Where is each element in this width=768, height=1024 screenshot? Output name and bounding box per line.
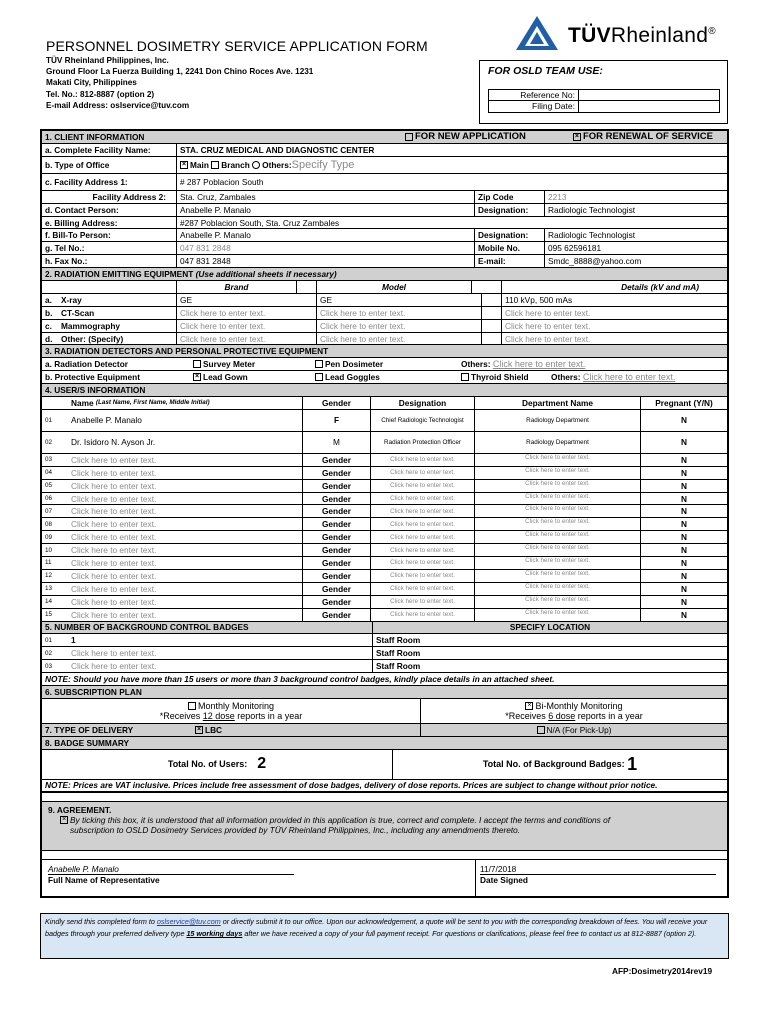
- gender-field[interactable]: Gender: [302, 518, 370, 530]
- pen-dosimeter-label: Pen Dosimeter: [325, 359, 384, 370]
- monthly-suffix: reports in a year: [234, 710, 303, 721]
- table-row: [42, 432, 727, 454]
- section-5-note: NOTE: Should you have more than 15 users or more than 3 background control badges, kindly place details in an attached sheet.: [45, 674, 555, 684]
- designation-field[interactable]: Click here to enter text.: [370, 480, 474, 492]
- designation-field[interactable]: Click here to enter text.: [370, 531, 474, 543]
- section-6-header: [42, 686, 727, 699]
- form-title: PERSONNEL DOSIMETRY SERVICE APPLICATION FORM: [46, 38, 428, 54]
- gender-field[interactable]: Gender: [302, 493, 370, 505]
- row-number: 04: [45, 469, 53, 477]
- user-name-field[interactable]: Click here to enter text.: [71, 532, 157, 543]
- department-field[interactable]: Click here to enter text.: [474, 544, 640, 556]
- facility-address-2-field[interactable]: Sta. Cruz, Zambales: [176, 191, 474, 203]
- osld-team-box: [479, 60, 728, 124]
- main-checkbox[interactable]: ×: [181, 160, 187, 168]
- equipment-name: Other: (Specify): [61, 333, 124, 344]
- section-3-title: 3. RADIATION DETECTORS AND PERSONAL PROTECTIVE EQUIPMENT: [45, 346, 329, 357]
- table-row: [42, 609, 727, 622]
- reference-label: Reference No:: [489, 90, 579, 100]
- user-name-field[interactable]: Click here to enter text.: [71, 557, 157, 568]
- email-label: E-mail:: [474, 255, 544, 267]
- row-number: 01: [45, 636, 53, 644]
- footer-text-1: Kindly send this completed form to: [45, 917, 157, 926]
- monthly-count: 12 dose: [202, 710, 235, 721]
- location-field[interactable]: Staff Room: [372, 634, 727, 646]
- designation-field[interactable]: Click here to enter text.: [370, 557, 474, 569]
- department-field[interactable]: Click here to enter text.: [474, 518, 640, 530]
- row-number: 01: [45, 416, 53, 424]
- name-column-header: Name: [71, 397, 94, 408]
- pregnant-field[interactable]: N: [640, 544, 727, 556]
- section-6-title: 6. SUBSCRIPTION PLAN: [45, 686, 142, 697]
- bimonthly-count: 6 dose: [548, 710, 576, 721]
- section-7-title: 7. TYPE OF DELIVERY: [45, 724, 134, 735]
- total-bg-value[interactable]: 1: [627, 753, 638, 774]
- pregnant-field[interactable]: N: [640, 570, 727, 582]
- renewal-label: FOR RENEWAL OF SERVICE: [582, 131, 713, 143]
- table-row: [42, 557, 727, 570]
- bimonthly-prefix: *Receives: [505, 710, 549, 721]
- footer-text-3: of fees. You will receive your badges through your preferred delivery type: [45, 917, 708, 938]
- department-field[interactable]: Click here to enter text.: [474, 570, 640, 582]
- designation-field[interactable]: Click here to enter text.: [370, 544, 474, 556]
- pregnant-field[interactable]: N: [640, 505, 727, 517]
- facility-name-field[interactable]: STA. CRUZ MEDICAL AND DIAGNOSTIC CENTER: [176, 144, 727, 156]
- department-field[interactable]: Radiology Department: [474, 432, 640, 453]
- company-tel: Tel. No.: 812-8887 (option 2): [46, 89, 155, 99]
- type-of-office-label: b. Type of Office: [45, 159, 110, 170]
- table-row: [42, 493, 727, 506]
- department-field[interactable]: Click here to enter text.: [474, 583, 640, 595]
- equipment-key: b.: [45, 307, 53, 318]
- designation-field[interactable]: Click here to enter text.: [370, 493, 474, 505]
- details-field[interactable]: Click here to enter text.: [501, 320, 727, 332]
- designation-field[interactable]: Click here to enter text.: [370, 454, 474, 466]
- section-5-title: 5. NUMBER OF BACKGROUND CONTROL BADGES: [45, 622, 249, 633]
- facility-address-2-label: Facility Address 2:: [92, 191, 166, 202]
- pregnant-field[interactable]: N: [640, 518, 727, 530]
- bimonthly-checkbox[interactable]: ×: [527, 702, 532, 710]
- row-number: 10: [45, 546, 53, 554]
- department-field[interactable]: Click here to enter text.: [474, 505, 640, 517]
- pickup-label: N/A (For Pick-Up): [546, 724, 612, 735]
- lead-goggles-label: Lead Goggles: [325, 372, 380, 383]
- footer-email-link[interactable]: oslservice@tuv.com: [156, 917, 221, 926]
- table-row: [42, 467, 727, 480]
- contact-person-field[interactable]: Anabelle P. Manalo: [176, 204, 474, 216]
- pregnant-field[interactable]: N: [640, 557, 727, 569]
- billing-address-field[interactable]: #287 Poblacion South, Sta. Cruz Zambales: [176, 217, 727, 229]
- date-signed-field[interactable]: 11/7/2018: [480, 864, 716, 875]
- table-row: [42, 647, 727, 660]
- gender-field[interactable]: Gender: [302, 531, 370, 543]
- pregnant-field[interactable]: N: [640, 454, 727, 466]
- date-signed-label: Date Signed: [480, 874, 528, 885]
- lead-goggles-checkbox[interactable]: [315, 373, 323, 381]
- department-field[interactable]: Radiology Department: [474, 410, 640, 431]
- detector-others-field[interactable]: Click here to enter text.: [492, 359, 586, 370]
- badge-value-field[interactable]: Click here to enter text.: [71, 648, 157, 659]
- gender-field[interactable]: Gender: [302, 480, 370, 492]
- facility-address-1-label: c. Facility Address 1:: [45, 176, 128, 187]
- total-bg-label: Total No. of Background Badges:: [482, 759, 625, 770]
- tuv-logo: [514, 14, 740, 54]
- gender-field[interactable]: Gender: [302, 596, 370, 608]
- bimonthly-label: Bi-Monthly Monitoring: [535, 700, 623, 711]
- row-number: 12: [45, 572, 53, 580]
- lbc-checkbox[interactable]: ×: [196, 725, 202, 733]
- designation-field[interactable]: Click here to enter text.: [370, 505, 474, 517]
- row-number: 11: [45, 559, 52, 567]
- designation-label: Designation:: [474, 204, 544, 216]
- footer-text-2: or directly submit it to our office. Upon our acknowledgement, a quote will be sent to you with the corresponding breakdown: [220, 917, 615, 926]
- background-badge-rows: [42, 634, 727, 673]
- email-field[interactable]: Smdc_8888@yahoo.com: [544, 255, 727, 267]
- department-field[interactable]: Click here to enter text.: [474, 531, 640, 543]
- model-field[interactable]: Click here to enter text.: [316, 320, 481, 332]
- user-name-field[interactable]: Click here to enter text.: [71, 454, 157, 465]
- monthly-label: Monthly Monitoring: [197, 700, 275, 711]
- equipment-name: X-ray: [61, 294, 82, 305]
- table-row: [42, 544, 727, 557]
- designation-field[interactable]: Radiologic Technologist: [544, 204, 727, 216]
- total-users-label: Total No. of Users:: [167, 759, 248, 770]
- company-email: E-mail Address: oslservice@tuv.com: [46, 100, 190, 110]
- tel-field[interactable]: 047 831 2848: [176, 242, 474, 254]
- table-row: [42, 660, 727, 673]
- pen-dosimeter-checkbox[interactable]: [315, 360, 323, 368]
- section-1-title: 1. CLIENT INFORMATION: [45, 131, 145, 142]
- company-address-1: Ground Floor La Fuerza Building 1, 2241 Don Chino Roces Ave. 1231: [46, 67, 314, 77]
- user-name-field[interactable]: Click here to enter text.: [71, 519, 157, 530]
- facility-address-1-field[interactable]: # 287 Poblacion South: [176, 174, 727, 190]
- new-application-checkbox[interactable]: [405, 133, 413, 141]
- monthly-prefix: *Receives: [159, 710, 203, 721]
- brand-field[interactable]: Click here to enter text.: [176, 307, 316, 319]
- footer-note: [40, 913, 729, 959]
- name-column-note: (Last Name, First Name, Middle Initial): [95, 399, 210, 407]
- lead-gown-checkbox[interactable]: ×: [194, 373, 200, 381]
- user-name-field[interactable]: Dr. Isidoro N. Ayson Jr.: [71, 437, 156, 448]
- logo-text: TÜVRheinland®: [568, 24, 716, 47]
- equipment-name: Mammography: [61, 320, 121, 331]
- department-field[interactable]: Click here to enter text.: [474, 467, 640, 479]
- section-4-title: 4. USER/S INFORMATION: [45, 385, 146, 396]
- agreement-text-1: By ticking this box, it is understood that all information provided in this application is true, correct and complete. I accept the terms and conditions of: [70, 814, 611, 825]
- filing-date-label: Filing Date:: [489, 101, 579, 112]
- department-field[interactable]: Click here to enter text.: [474, 557, 640, 569]
- row-number: 06: [45, 495, 53, 503]
- user-name-field[interactable]: Click here to enter text.: [71, 583, 157, 594]
- section-8-header: [42, 737, 727, 750]
- others-checkbox[interactable]: [252, 161, 260, 169]
- company-address-2: Makati City, Philippines: [46, 78, 137, 88]
- table-row: [42, 454, 727, 467]
- pregnant-field[interactable]: N: [640, 609, 727, 621]
- zip-code-label: Zip Code: [474, 191, 544, 203]
- user-name-field[interactable]: Click here to enter text.: [71, 493, 157, 504]
- agreement-text-2: subscription to OSLD Dosimetry Services provided by TÜV Rheinland Philippines, Inc., including any amendments thereto.: [70, 824, 521, 835]
- bill-to-person-field[interactable]: Anabelle P. Manalo: [176, 229, 474, 241]
- agreement-box: [42, 801, 727, 851]
- row-number: 08: [45, 520, 53, 528]
- designation-field[interactable]: Chief Radiologic Technologist: [370, 410, 474, 431]
- row-number: 02: [45, 438, 53, 446]
- mobile-label: Mobile No.: [474, 242, 544, 254]
- monthly-checkbox[interactable]: [188, 702, 196, 710]
- branch-label: Branch: [221, 159, 250, 170]
- osld-label: FOR OSLD TEAM USE:: [488, 65, 603, 77]
- table-row: [42, 583, 727, 596]
- designation-field[interactable]: Click here to enter text.: [370, 570, 474, 582]
- model-column-header: Model: [316, 281, 471, 293]
- row-number: 05: [45, 482, 53, 490]
- survey-meter-label: Survey Meter: [203, 359, 256, 370]
- protective-others-label: Others:: [551, 372, 581, 383]
- row-number: 09: [45, 533, 53, 541]
- pregnant-field[interactable]: N: [640, 531, 727, 543]
- pregnant-field[interactable]: N: [640, 583, 727, 595]
- designation-field[interactable]: Click here to enter text.: [370, 596, 474, 608]
- company-name: TÜV Rheinland Philippines, Inc.: [46, 56, 169, 65]
- row-number: 03: [45, 456, 53, 464]
- table-row: [42, 531, 727, 544]
- section-2-title: 2. RADIATION EMITTING EQUIPMENT: [45, 269, 194, 280]
- blank-user-rows: [42, 454, 727, 622]
- pregnant-column-header: Pregnant (Y/N): [640, 397, 727, 409]
- brand-field[interactable]: GE: [176, 294, 316, 306]
- zip-code-field[interactable]: 2213: [544, 191, 727, 203]
- protective-others-field[interactable]: Click here to enter text.: [582, 372, 676, 383]
- user-name-field[interactable]: Click here to enter text.: [71, 596, 157, 607]
- signature-area: [42, 859, 727, 896]
- company-info: [46, 55, 313, 111]
- gender-field[interactable]: Gender: [302, 583, 370, 595]
- contact-person-label: d. Contact Person:: [45, 204, 119, 215]
- pregnant-field[interactable]: N: [640, 493, 727, 505]
- badge-value-field[interactable]: 1: [71, 635, 76, 646]
- lbc-label: LBC: [205, 724, 223, 735]
- location-field[interactable]: Staff Room: [372, 660, 727, 672]
- facility-name-label: a. Complete Facility Name:: [45, 144, 151, 155]
- designation-field[interactable]: Click here to enter text.: [370, 518, 474, 530]
- department-field[interactable]: Click here to enter text.: [474, 493, 640, 505]
- table-row: [42, 518, 727, 531]
- table-row: [42, 410, 727, 432]
- details-field[interactable]: Click here to enter text.: [501, 307, 727, 319]
- detector-others-label: Others:: [461, 359, 491, 370]
- pickup-checkbox[interactable]: [537, 726, 545, 734]
- row-number: 13: [45, 585, 53, 593]
- badge-value-field[interactable]: Click here to enter text.: [71, 661, 157, 672]
- radiation-detector-label: a. Radiation Detector: [45, 359, 128, 370]
- gender-field[interactable]: F: [302, 410, 370, 431]
- section-1-header: [42, 131, 727, 144]
- gender-field[interactable]: Gender: [302, 570, 370, 582]
- agreement-checkbox[interactable]: ×: [61, 816, 67, 824]
- section-5-header: [42, 622, 727, 635]
- bimonthly-suffix: reports in a year: [575, 710, 643, 721]
- equipment-key: d.: [45, 333, 53, 344]
- gender-field[interactable]: Gender: [302, 544, 370, 556]
- details-field[interactable]: 110 kVp, 500 mAs: [501, 294, 727, 306]
- fax-label: h. Fax No.:: [45, 256, 88, 267]
- gender-field[interactable]: Gender: [302, 505, 370, 517]
- brand-field[interactable]: Click here to enter text.: [176, 333, 316, 345]
- lead-gown-label: Lead Gown: [203, 372, 248, 383]
- row-number: 15: [45, 611, 53, 619]
- model-field[interactable]: Click here to enter text.: [316, 307, 481, 319]
- main-label: Main: [190, 159, 209, 170]
- gender-column-header: Gender: [302, 397, 370, 409]
- tel-label: g. Tel No.:: [45, 243, 85, 254]
- fax-field[interactable]: 047 831 2848: [176, 255, 474, 267]
- designation-field[interactable]: Click here to enter text.: [370, 609, 474, 621]
- footer-days: 15 working days: [186, 929, 243, 938]
- user-name-field[interactable]: Anabelle P. Manalo: [71, 415, 142, 426]
- survey-meter-checkbox[interactable]: [193, 360, 201, 368]
- section-3-header: [42, 345, 727, 358]
- user-name-field[interactable]: Click here to enter text.: [71, 506, 157, 517]
- pregnant-field[interactable]: N: [640, 467, 727, 479]
- gender-field[interactable]: Gender: [302, 557, 370, 569]
- section-8-title: 8. BADGE SUMMARY: [45, 737, 130, 748]
- thyroid-shield-checkbox[interactable]: [461, 373, 469, 381]
- row-number: 03: [45, 662, 53, 670]
- triangle-logo-icon: [514, 14, 560, 52]
- user-name-field[interactable]: Click here to enter text.: [71, 545, 157, 556]
- section-7-header: [42, 724, 727, 737]
- department-field[interactable]: Click here to enter text.: [474, 480, 640, 492]
- branch-checkbox[interactable]: [211, 161, 219, 169]
- brand-column-header: Brand: [176, 281, 296, 293]
- model-field[interactable]: Click here to enter text.: [316, 333, 481, 345]
- department-field[interactable]: Click here to enter text.: [474, 596, 640, 608]
- user-name-field[interactable]: Click here to enter text.: [71, 467, 157, 478]
- table-row: [42, 596, 727, 609]
- others-label: Others:: [262, 159, 292, 170]
- application-form: [40, 129, 729, 898]
- gender-field[interactable]: Gender: [302, 609, 370, 621]
- footer-text-4: after we have received a copy of your full payment receipt. For questions or clarifications,: [242, 929, 528, 938]
- designation-column-header: Designation: [370, 397, 474, 409]
- table-row: [42, 634, 727, 647]
- row-number: 07: [45, 507, 53, 515]
- gender-field[interactable]: Gender: [302, 467, 370, 479]
- section-2-note: (Use additional sheets if necessary): [195, 269, 337, 280]
- mobile-field[interactable]: 095 62596181: [544, 242, 727, 254]
- bill-to-designation-label: Designation:: [474, 229, 544, 241]
- gender-field[interactable]: M: [302, 432, 370, 453]
- billing-address-label: e. Billing Address:: [45, 217, 118, 228]
- row-number: 14: [45, 598, 53, 606]
- table-row: [42, 480, 727, 493]
- table-row: [42, 505, 727, 518]
- new-application-label: FOR NEW APPLICATION: [415, 131, 526, 143]
- row-number: 02: [45, 649, 53, 657]
- bill-to-designation-field[interactable]: Radiologic Technologist: [544, 229, 727, 241]
- renewal-checkbox[interactable]: ×: [574, 132, 580, 140]
- designation-field[interactable]: Click here to enter text.: [370, 467, 474, 479]
- pregnant-field[interactable]: N: [640, 480, 727, 492]
- department-column-header: Department Name: [474, 397, 640, 409]
- table-row: [42, 570, 727, 583]
- form-code: AFP:Dosimetry2014rev19: [612, 966, 713, 976]
- designation-field[interactable]: Click here to enter text.: [370, 583, 474, 595]
- footer-text-5: please feel free to contact us at 812-8887 (option 2).: [529, 929, 697, 938]
- total-users-value[interactable]: 2: [257, 755, 267, 773]
- prices-note: NOTE: Prices are VAT inclusive. Prices include free assessment of dose badges, delivery of dose reports. Prices are subject to change without prior notice.: [45, 780, 658, 791]
- brand-field[interactable]: Click here to enter text.: [176, 320, 316, 332]
- gender-field[interactable]: Gender: [302, 454, 370, 466]
- specify-type-field[interactable]: Specify Type: [291, 158, 355, 171]
- bill-to-person-label: f. Bill-To Person:: [45, 230, 111, 241]
- details-field[interactable]: Click here to enter text.: [501, 333, 727, 345]
- pregnant-field[interactable]: N: [640, 596, 727, 608]
- model-field[interactable]: GE: [316, 294, 481, 306]
- details-column-header: Details (kV and mA): [501, 281, 727, 293]
- agreement-title: 9. AGREEMENT.: [48, 804, 112, 815]
- protective-equipment-label: b. Protective Equipment: [45, 372, 140, 383]
- department-field[interactable]: Click here to enter text.: [474, 609, 640, 621]
- representative-name-field[interactable]: Anabelle P. Manalo: [48, 864, 294, 875]
- department-field[interactable]: Click here to enter text.: [474, 454, 640, 466]
- user-name-field[interactable]: Click here to enter text.: [71, 609, 157, 620]
- pregnant-field[interactable]: N: [640, 432, 727, 453]
- equipment-name: CT-Scan: [61, 307, 95, 318]
- section-2-header: [42, 268, 727, 281]
- thyroid-shield-label: Thyroid Shield: [471, 372, 529, 383]
- section-4-header: [42, 384, 727, 397]
- representative-name-label: Full Name of Representative: [48, 874, 160, 885]
- specify-location-header: SPECIFY LOCATION: [372, 622, 727, 634]
- pregnant-field[interactable]: N: [640, 410, 727, 431]
- designation-field[interactable]: Radiation Protection Officer: [370, 432, 474, 453]
- equipment-key: a.: [45, 294, 52, 305]
- equipment-key: c.: [45, 320, 52, 331]
- user-name-field[interactable]: Click here to enter text.: [71, 570, 157, 581]
- location-field[interactable]: Staff Room: [372, 647, 727, 659]
- user-name-field[interactable]: Click here to enter text.: [71, 480, 157, 491]
